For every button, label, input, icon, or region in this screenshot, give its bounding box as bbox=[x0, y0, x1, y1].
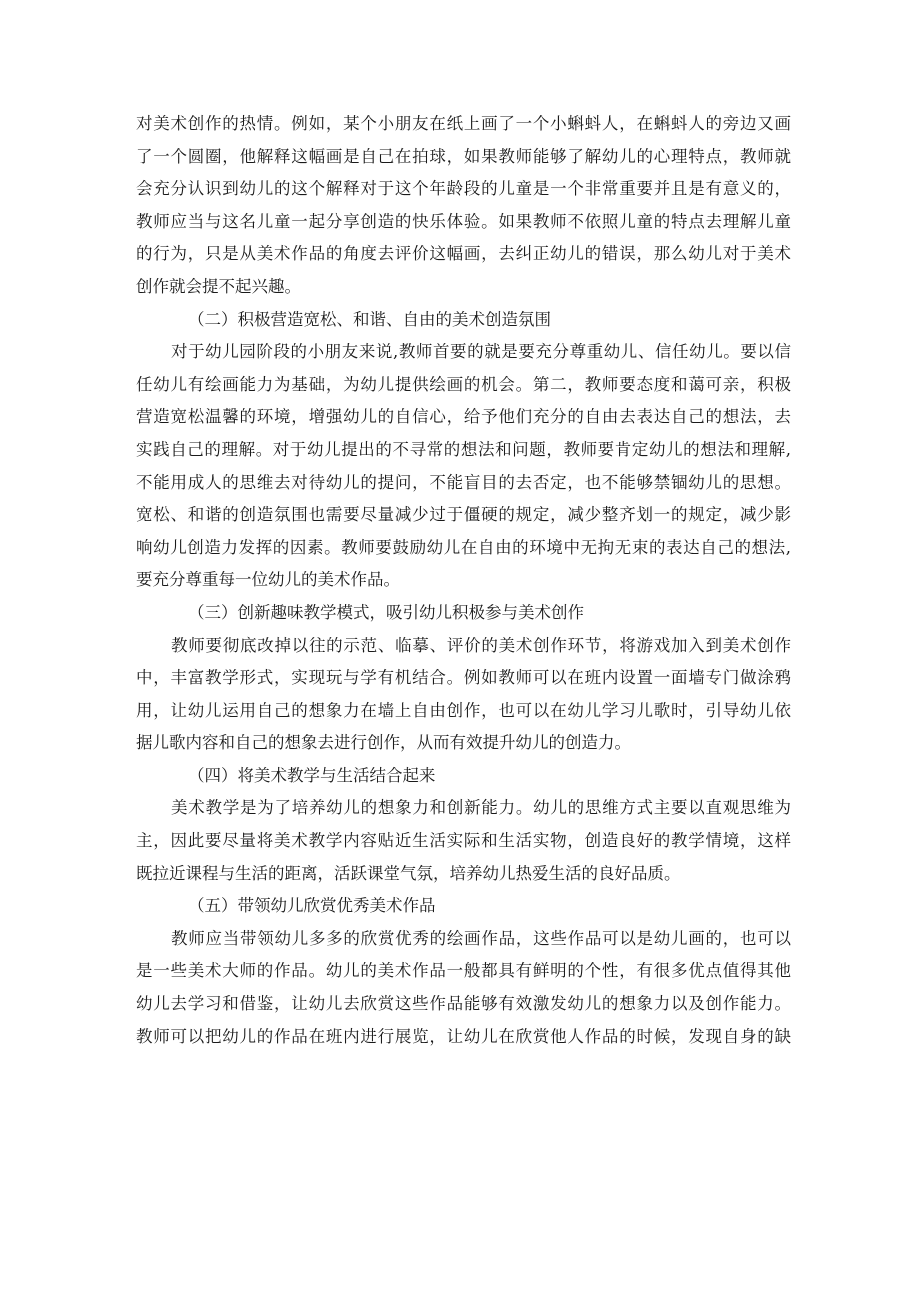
text-line: 用，让幼儿运用自己的想象力在墙上自由创作，也可以在幼儿学习儿歌时，引导幼儿依 bbox=[136, 700, 791, 720]
text-line: 中，丰富教学形式，实现玩与学有机结合。例如教师可以在班内设置一面墙专门做涂鸦 bbox=[136, 668, 791, 688]
body-paragraph bbox=[136, 336, 791, 597]
text-line: 宽松、和谐的创造氛围也需要尽量减少过于僵硬的规定，减少整齐划一的规定，减少影 bbox=[136, 505, 791, 525]
body-paragraph bbox=[136, 630, 791, 760]
text-line: 幼儿去学习和借鉴，让幼儿去欣赏这些作品能够有效激发幼儿的想象力以及创作能力。 bbox=[136, 994, 791, 1014]
text-line: 了一个圆圈，他解释这幅画是自己在拍球，如果教师能够了解幼儿的心理特点，教师就 bbox=[136, 146, 791, 166]
text-line: 对美术创作的热情。例如，某个小朋友在纸上画了一个小蝌蚪人，在蝌蚪人的旁边又画 bbox=[136, 114, 791, 133]
text-line: 要充分尊重每一位幼儿的美术作品。 bbox=[136, 570, 400, 590]
section-heading bbox=[136, 597, 791, 630]
text-line: 美术教学是为了培养幼儿的想象力和创新能力。幼儿的思维方式主要以直观思维为 bbox=[171, 798, 791, 818]
text-line: 既拉近课程与生活的距离，活跃课堂气氛，培养幼儿热爱生活的良好品质。 bbox=[136, 863, 681, 883]
heading-text: （五）带领幼儿欣赏优秀美术作品 bbox=[188, 896, 436, 916]
text-line: 不能用成人的思维去对待幼儿的提问，不能盲目的去否定，也不能够禁锢幼儿的思想。 bbox=[136, 472, 791, 492]
text-line: 响幼儿创造力发挥的因素。教师要鼓励幼儿在自由的环境中无拘无束的表达自己的想法, bbox=[136, 537, 791, 557]
heading-text: （二）积极营造宽松、和谐、自由的美术创造氛围 bbox=[188, 309, 551, 329]
text-line: 任幼儿有绘画能力为基础，为幼儿提供绘画的机会。第二，教师要态度和蔼可亲，积极 bbox=[136, 374, 791, 394]
text-line: 会充分认识到幼儿的这个解释对于这个年龄段的儿童是一个非常重要并且是有意义的， bbox=[136, 179, 791, 199]
text-line: 教师要彻底改掉以往的示范、临摹、评价的美术创作环节，将游戏加入到美术创作 bbox=[171, 635, 791, 655]
text-line: 创作就会提不起兴趣。 bbox=[136, 276, 301, 296]
text-line: 是一些美术大师的作品。幼儿的美术作品一般都具有鲜明的个性，有很多优点值得其他 bbox=[136, 961, 791, 981]
text-line: 教师可以把幼儿的作品在班内进行展览，让幼儿在欣赏他人作品的时候，发现自身的缺 bbox=[136, 1026, 791, 1046]
body-paragraph bbox=[136, 923, 791, 1053]
section-heading bbox=[136, 304, 791, 337]
section-heading bbox=[136, 760, 791, 793]
text-line: 对于幼儿园阶段的小朋友来说,教师首要的就是要充分尊重幼儿、信任幼儿。要以信 bbox=[171, 342, 791, 362]
document-body bbox=[136, 108, 791, 1053]
body-paragraph bbox=[136, 108, 791, 304]
text-line: 实践自己的理解。对于幼儿提出的不寻常的想法和问题，教师要肯定幼儿的想法和理解, bbox=[136, 439, 791, 459]
text-line: 的行为，只是从美术作品的角度去评价这幅画，去纠正幼儿的错误，那么幼儿对于美术 bbox=[136, 244, 791, 264]
text-line: 教师应当与这名儿童一起分享创造的快乐体验。如果教师不依照儿童的特点去理解儿童 bbox=[136, 211, 791, 231]
text-line: 主，因此要尽量将美术教学内容贴近生活实际和生活实物，创造良好的教学情境，这样 bbox=[136, 831, 791, 851]
body-paragraph bbox=[136, 792, 791, 890]
text-line: 营造宽松温馨的环境，增强幼儿的自信心，给予他们充分的自由去表达自己的想法，去 bbox=[136, 407, 791, 427]
text-line: 教师应当带领幼儿多多的欣赏优秀的绘画作品，这些作品可以是幼儿画的，也可以 bbox=[171, 928, 791, 948]
heading-text: （四）将美术教学与生活结合起来 bbox=[188, 765, 436, 785]
heading-text: （三）创新趣味教学模式，吸引幼儿积极参与美术创作 bbox=[188, 602, 584, 622]
text-line: 据儿歌内容和自己的想象去进行创作，从而有效提升幼儿的创造力。 bbox=[136, 733, 631, 753]
section-heading bbox=[136, 890, 791, 923]
